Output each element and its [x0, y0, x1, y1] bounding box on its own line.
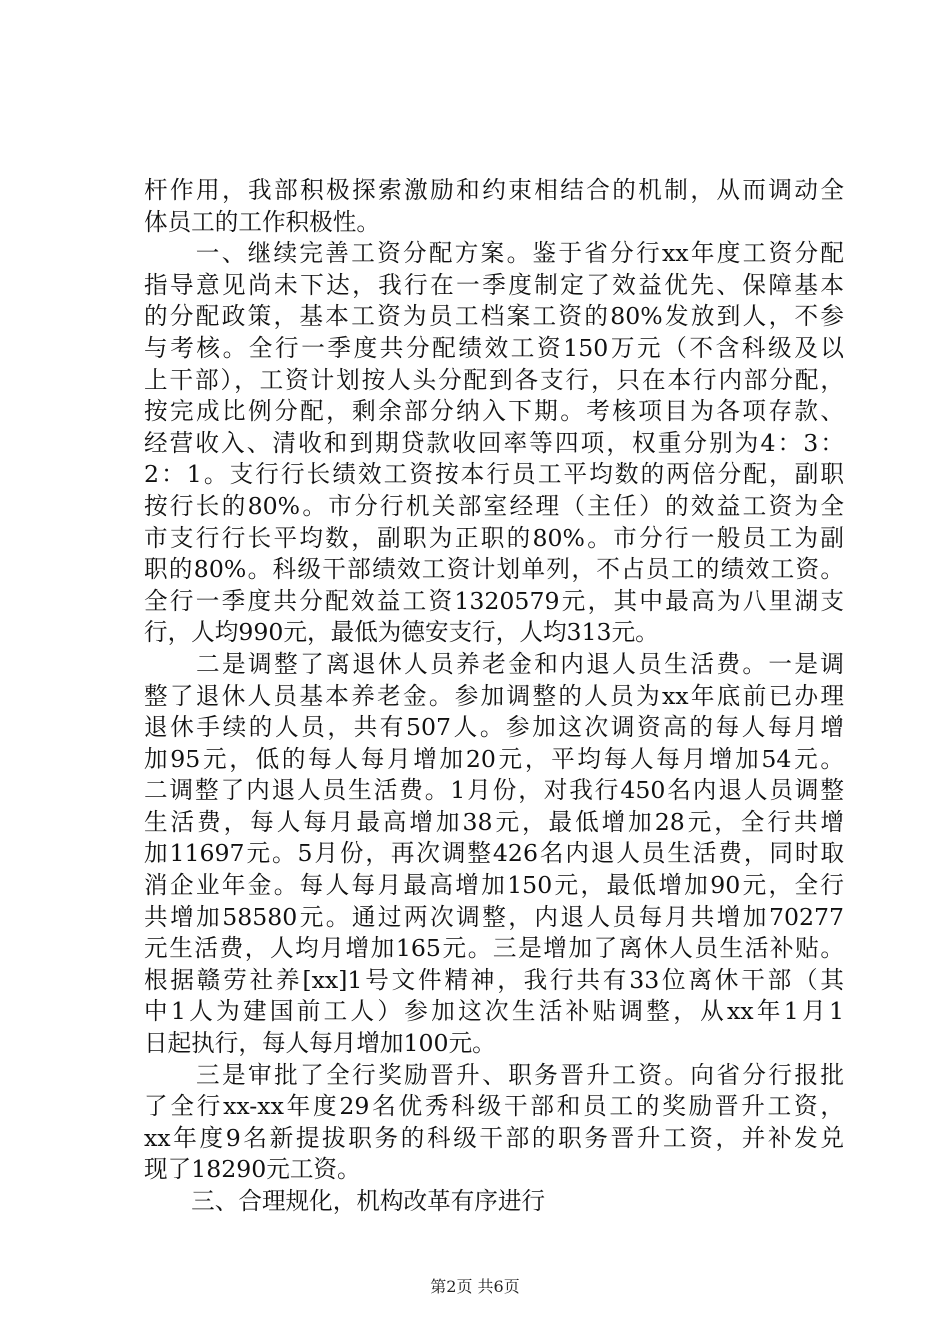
text-line: 市支行行长平均数，副职为正职的80%。市分行一般员工为副: [144, 523, 844, 552]
page-footer: 第2页 共6页: [430, 1277, 520, 1296]
text-line: 三、合理规化，机构改革有序进行: [144, 1187, 546, 1215]
text-line: 加11697元。5月份，再次调整426名内退人员生活费，同时取: [144, 839, 844, 868]
text-line: 了全行xx-xx年度29名优秀科级干部和员工的奖励晋升工资，: [144, 1092, 844, 1121]
text-line: 2：1。支行行长绩效工资按本行员工平均数的两倍分配，副职: [144, 460, 844, 489]
text-line: 体员工的工作积极性。: [144, 207, 380, 236]
text-line: 上干部），工资计划按人头分配到各支行，只在本行内部分配，: [144, 365, 844, 394]
text-line: 的分配政策，基本工资为员工档案工资的80%发放到人，不参: [144, 302, 844, 331]
text-line: 加95元，低的每人每月增加20元，平均每人每月增加54元。: [144, 744, 844, 773]
text-line: 三是审批了全行奖励晋升、职务晋升工资。向省分行报批: [144, 1060, 844, 1089]
text-line: 整了退休人员基本养老金。参加调整的人员为xx年底前已办理: [144, 681, 844, 710]
text-line: 二是调整了离退休人员养老金和内退人员生活费。一是调: [144, 649, 844, 678]
text-line: 一、继续完善工资分配方案。鉴于省分行xx年度工资分配: [144, 239, 844, 268]
text-line: 中1人为建国前工人）参加这次生活补贴调整，从xx年1月1: [144, 997, 844, 1026]
document-body: [144, 175, 844, 1218]
text-line: 按行长的80%。市分行机关部室经理（主任）的效益工资为全: [144, 491, 844, 520]
text-line: 与考核。全行一季度共分配绩效工资150万元（不含科级及以: [144, 333, 844, 362]
text-line: 杆作用，我部积极探索激励和约束相结合的机制，从而调动全: [144, 176, 844, 204]
text-line: 生活费，每人每月最高增加38元，最低增加28元，全行共增: [144, 807, 844, 836]
text-line: 按完成比例分配，剩余部分纳入下期。考核项目为各项存款、: [144, 397, 844, 426]
text-line: 消企业年金。每人每月最高增加150元，最低增加90元，全行: [144, 871, 844, 900]
text-line: 元生活费，人均月增加165元。三是增加了离休人员生活补贴。: [144, 934, 844, 963]
text-line: 经营收入、清收和到期贷款收回率等四项，权重分别为4：3：: [144, 428, 844, 457]
text-line: 指导意见尚未下达，我行在一季度制定了效益优先、保障基本: [144, 270, 844, 299]
text-line: 退休手续的人员，共有507人。参加这次调资高的每人每月增: [144, 713, 844, 742]
text-line: 共增加58580元。通过两次调整，内退人员每月共增加70277: [144, 902, 844, 931]
text-line: 根据赣劳社养[xx]1号文件精神，我行共有33位离休干部（其: [144, 965, 844, 994]
text-line: 现了18290元工资。: [144, 1155, 361, 1184]
text-line: 二调整了内退人员生活费。1月份，对我行450名内退人员调整: [144, 776, 844, 805]
text-line: xx年度9名新提拔职务的科级干部的职务晋升工资，并补发兑: [144, 1123, 844, 1152]
text-line: 职的80%。科级干部绩效工资计划单列，不占员工的绩效工资。: [144, 555, 844, 584]
text-line: 全行一季度共分配效益工资1320579元，其中最高为八里湖支: [144, 586, 844, 615]
text-line: 日起执行，每人每月增加100元。: [144, 1029, 496, 1058]
text-line: 行，人均990元，最低为德安支行，人均313元。: [144, 618, 659, 647]
